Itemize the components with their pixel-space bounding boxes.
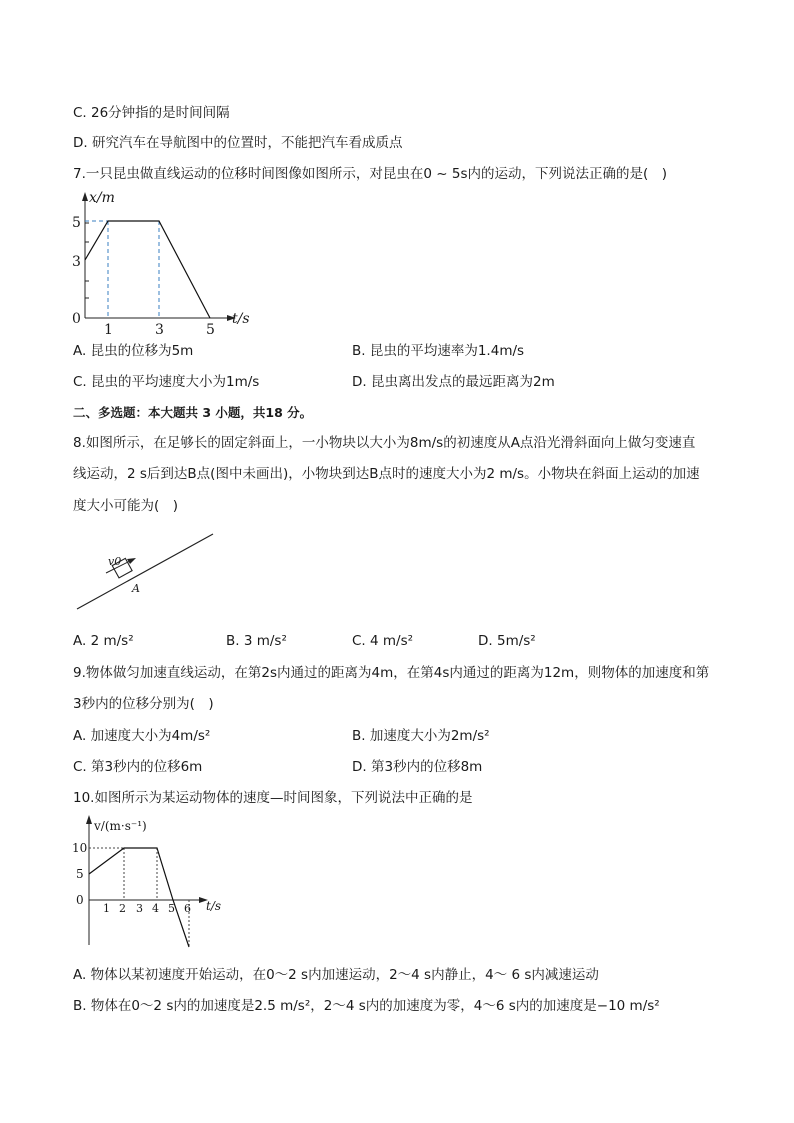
q7-xtick-1: 1 (104, 322, 113, 338)
q6-option-c: C. 26分钟指的是时间间隔 (73, 105, 230, 121)
q8-option-c: C. 4 m/s² (352, 633, 414, 649)
q9-option-b: B. 加速度大小为2m/s² (352, 728, 490, 744)
q7-y-label: x/m (89, 190, 115, 206)
q8-stem-line1: 8.如图所示，在足够长的固定斜面上，一小物块以大小为8m/s的初速度从A点沿光滑斜面向上做匀变速直 (73, 435, 696, 451)
incline-surface (77, 534, 213, 609)
q7-y-arrow (82, 192, 88, 201)
q10-y-arrow (86, 815, 92, 824)
q8-incline-figure (70, 530, 230, 615)
q8-option-d: D. 5m/s² (478, 633, 536, 649)
q10-axes (89, 822, 202, 945)
v0-label: v0 (108, 555, 122, 568)
q7-xt-graph (60, 188, 260, 338)
q8-stem-line2: 线运动，2 s后到达B点(图中未画出)，小物块到达B点时的速度大小为2 m/s。小物块在斜面上运动的加速 (73, 466, 700, 482)
q7-axes (85, 198, 230, 318)
q9-stem-line1: 9.物体做匀加速直线运动，在第2s内通过的距离为4m，在第4s内通过的距离为12m，则物体的加速度和第 (73, 665, 710, 681)
q9-stem-line2: 3秒内的位移分别为( ) (73, 696, 214, 712)
q10-xtick-3: 3 (136, 902, 143, 915)
q10-option-a: A. 物体以某初速度开始运动，在0～2 s内加速运动，2～4 s内静止，4～ 6 s内减速运动 (73, 967, 599, 983)
q7-ytick-0: 0 (72, 311, 81, 327)
q7-option-d: D. 昆虫离出发点的最远距离为2m (352, 374, 555, 390)
q8-option-a: A. 2 m/s² (73, 633, 134, 649)
q7-x-label: t/s (232, 311, 250, 327)
q7-xtick-3: 3 (155, 322, 164, 338)
q10-stem: 10.如图所示为某运动物体的速度—时间图象，下列说法中正确的是 (73, 790, 473, 806)
q10-y-label: v/(m·s⁻¹) (94, 819, 147, 833)
q6-option-d: D. 研究汽车在导航图中的位置时，不能把汽车看成质点 (73, 135, 403, 151)
q10-ytick-0: 0 (76, 893, 84, 907)
q7-option-c: C. 昆虫的平均速度大小为1m/s (73, 374, 260, 390)
q10-x-label: t/s (206, 899, 222, 913)
q10-xtick-1: 1 (103, 902, 110, 915)
q10-ytick-10: 10 (72, 841, 88, 855)
q10-xtick-4: 4 (152, 902, 159, 915)
q8-stem-line3: 度大小可能为( ) (73, 498, 179, 514)
q8-option-b: B. 3 m/s² (226, 633, 287, 649)
q7-option-b: B. 昆虫的平均速率为1.4m/s (352, 343, 525, 359)
q9-option-c: C. 第3秒内的位移6m (73, 759, 203, 775)
q10-option-b: B. 物体在0～2 s内的加速度是2.5 m/s²，2～4 s内的加速度为零，4～6 s内的加速度是−10 m/s² (73, 998, 660, 1014)
q10-ytick-5: 5 (76, 867, 84, 881)
q7-xtick-5: 5 (206, 322, 215, 338)
q7-option-a: A. 昆虫的位移为5m (73, 343, 194, 359)
point-a-label: A (132, 582, 140, 595)
q10-series-line (89, 848, 189, 947)
q7-stem: 7.一只昆虫做直线运动的位移时间图像如图所示，对昆虫在0 ~ 5s内的运动，下列说法正确的是( ) (73, 166, 668, 182)
q7-ytick-5: 5 (72, 215, 81, 231)
q10-xtick-6: 6 (184, 902, 191, 915)
q7-minor-ticks (85, 223, 89, 298)
q10-xtick-5: 5 (168, 902, 175, 915)
section-heading: 二、多选题：本大题共 3 小题，共18 分。 (73, 405, 313, 420)
q7-guides (85, 221, 159, 318)
q7-series-line (85, 221, 210, 318)
q10-vt-graph (70, 812, 230, 952)
q7-ytick-3: 3 (72, 254, 81, 270)
q9-option-a: A. 加速度大小为4m/s² (73, 728, 211, 744)
q10-xtick-2: 2 (119, 902, 126, 915)
q9-option-d: D. 第3秒内的位移8m (352, 759, 483, 775)
